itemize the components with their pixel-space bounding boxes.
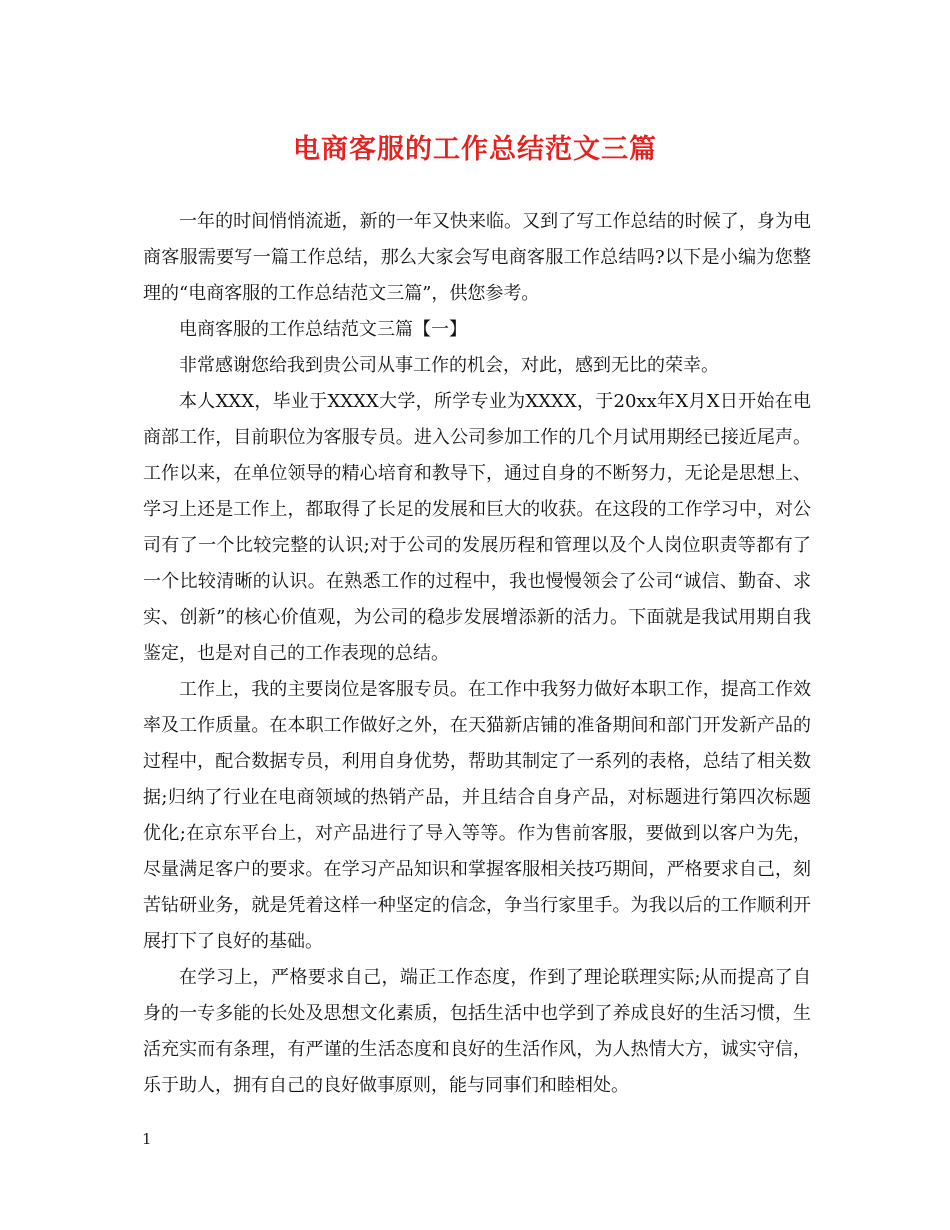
- section-heading: 电商客服的工作总结范文三篇【一】: [179, 319, 467, 340]
- page-number: 1: [142, 1130, 152, 1148]
- document-body: [143, 204, 811, 1104]
- study-paragraph: 在学习上，严格要求自己，端正工作态度，作到了理论联理实际;从而提高了自身的一专多能的长处及思想文化素质，包括生活中也学到了养成良好的生活习惯，生活充实而有条理，有严谨的生活态度和良好的生活作风，为人热情大方，诚实守信，乐于助人，拥有自己的良好做事原则，能与同事们和睦相处。: [143, 967, 811, 1096]
- thanks-paragraph: 非常感谢您给我到贵公司从事工作的机会，对此，感到无比的荣幸。: [179, 355, 719, 376]
- intro-paragraph: 一年的时间悄悄流逝，新的一年又快来临。又到了写工作总结的时候了，身为电商客服需要写一篇工作总结，那么大家会写电商客服工作总结吗?以下是小编为您整理的“电商客服的工作总结范文三篇”，供您参考。: [143, 211, 811, 304]
- self-introduction-paragraph: 本人XXX，毕业于XXXX大学，所学专业为XXXX，于20xx年X月X日开始在电商部工作，目前职位为客服专员。进入公司参加工作的几个月试用期经已接近尾声。工作以来，在单位领导的精心培育和教导下，通过自身的不断努力，无论是思想上、学习上还是工作上，都取得了长足的发展和巨大的收获。在这段的工作学习中，对公司有了一个比较完整的认识;对于公司的发展历程和管理以及个人岗位职责等都有了一个比较清晰的认识。在熟悉工作的过程中，我也慢慢领会了公司“诚信、勤奋、求实、创新”的核心价值观，为公司的稳步发展增添新的活力。下面就是我试用期自我鉴定，也是对自己的工作表现的总结。: [143, 391, 811, 664]
- document-title: 电商客服的工作总结范文三篇: [293, 134, 657, 165]
- work-paragraph: 工作上，我的主要岗位是客服专员。在工作中我努力做好本职工作，提高工作效率及工作质量。在本职工作做好之外，在天猫新店铺的准备期间和部门开发新产品的过程中，配合数据专员，利用自身优势，帮助其制定了一系列的表格，总结了相关数据;归纳了行业在电商领域的热销产品，并且结合自身产品，对标题进行第四次标题优化;在京东平台上，对产品进行了导入等等。作为售前客服，要做到以客户为先，尽量满足客户的要求。在学习产品知识和掌握客服相关技巧期间，严格要求自己，刻苦钻研业务，就是凭着这样一种坚定的信念，争当行家里手。为我以后的工作顺利开展打下了良好的基础。: [143, 679, 811, 952]
